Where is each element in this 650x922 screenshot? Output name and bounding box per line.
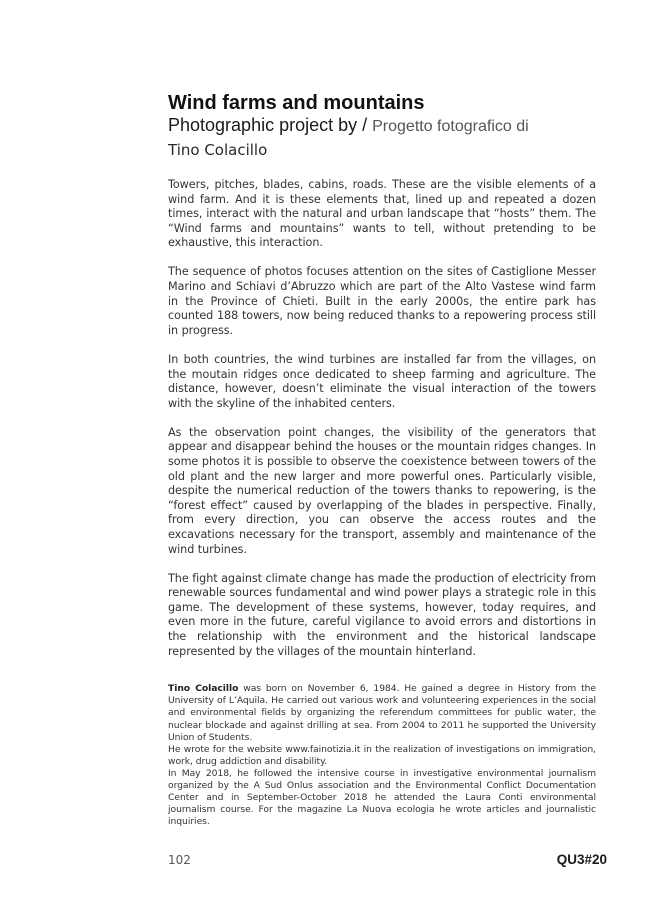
bio-text: was born on November 6, 1984. He gained a degree in History from the University of L’Aquila. He carried out various work and volunteering experiences in the social and environmental fields by organizing the referendum committees for public water, the nuclear blockade and against drilling at sea. From 2004 to 2011 he supported the University Union of Students. bbox=[168, 683, 596, 743]
bio-paragraph: He wrote for the website www.fainotizia.it in the realization of investigations on immigration, work, drug addiction and disability. bbox=[168, 743, 596, 767]
page-number: 102 bbox=[168, 853, 191, 867]
subtitle-italian: Progetto fotografico di bbox=[372, 118, 529, 135]
paragraph: The sequence of photos focuses attention on the sites of Castiglione Messer Marino and Schiavi d’Abruzzo which are part of the Alto Vastese wind farm in the Province of Chieti. Built in the early 2000s, the entire park has counted 188 towers, now being reduced thanks to a repowering process still in progress. bbox=[168, 265, 596, 337]
article bbox=[168, 92, 596, 828]
paragraph: In both countries, the wind turbines are installed far from the villages, on the moutain ridges once dedicated to sheep farming and agriculture. The distance, however, doesn’t eliminate the visual interaction of the towers with the skyline of the inhabited centers. bbox=[168, 352, 596, 410]
article-body bbox=[168, 178, 596, 659]
bio-paragraph bbox=[168, 683, 596, 743]
author-bio bbox=[168, 683, 596, 828]
author-name: Tino Colacillo bbox=[168, 141, 268, 159]
paragraph: Towers, pitches, blades, cabins, roads. These are the visible elements of a wind farm. And it is these elements that, lined up and repeated a dozen times, interact with the natural and urban landscape that “hosts” them. The “Wind farms and mountains” wants to tell, without pretending to be exhaustive, this interaction. bbox=[168, 178, 596, 250]
subtitle-english: Photographic project by / bbox=[168, 115, 373, 135]
bio-paragraph: In May 2018, he followed the intensive course in investigative environmental journalism organized by the A Sud Onlus association and the Environmental Conflict Documentation Center and in September-October 2018 he attended the Laura Conti environmental journalism course. For the magazine La Nuova ecologia he wrote articles and journalistic inquiries. bbox=[168, 767, 596, 828]
article-subtitle bbox=[168, 114, 596, 138]
paragraph: As the observation point changes, the visibility of the generators that appear and disappear behind the houses or the mountain ridges changes. In some photos it is possible to observe the coexistence between towers of the old plant and the new larger and more powerful ones. Particularly visible, despite the numerical reduction of the towers thanks to repowering, is the “forest effect” caused by overlapping of the blades in perspective. Finally, from every direction, you can observe the access routes and the excavations necessary for the transport, assembly and maintenance of the wind turbines. bbox=[168, 425, 596, 556]
paragraph: The fight against climate change has made the production of electricity from renewable sources fundamental and wind power plays a strategic role in this game. The development of these systems, however, today requires, and even more in the future, careful vigilance to avoid errors and distortions in the relationship with the environment and the historical landscape represented by the villages of the mountain hinterland. bbox=[168, 571, 596, 658]
article-title: Wind farms and mountains bbox=[168, 92, 425, 114]
bio-author-name: Tino Colacillo bbox=[168, 683, 239, 695]
journal-label: QU3#20 bbox=[556, 852, 607, 867]
